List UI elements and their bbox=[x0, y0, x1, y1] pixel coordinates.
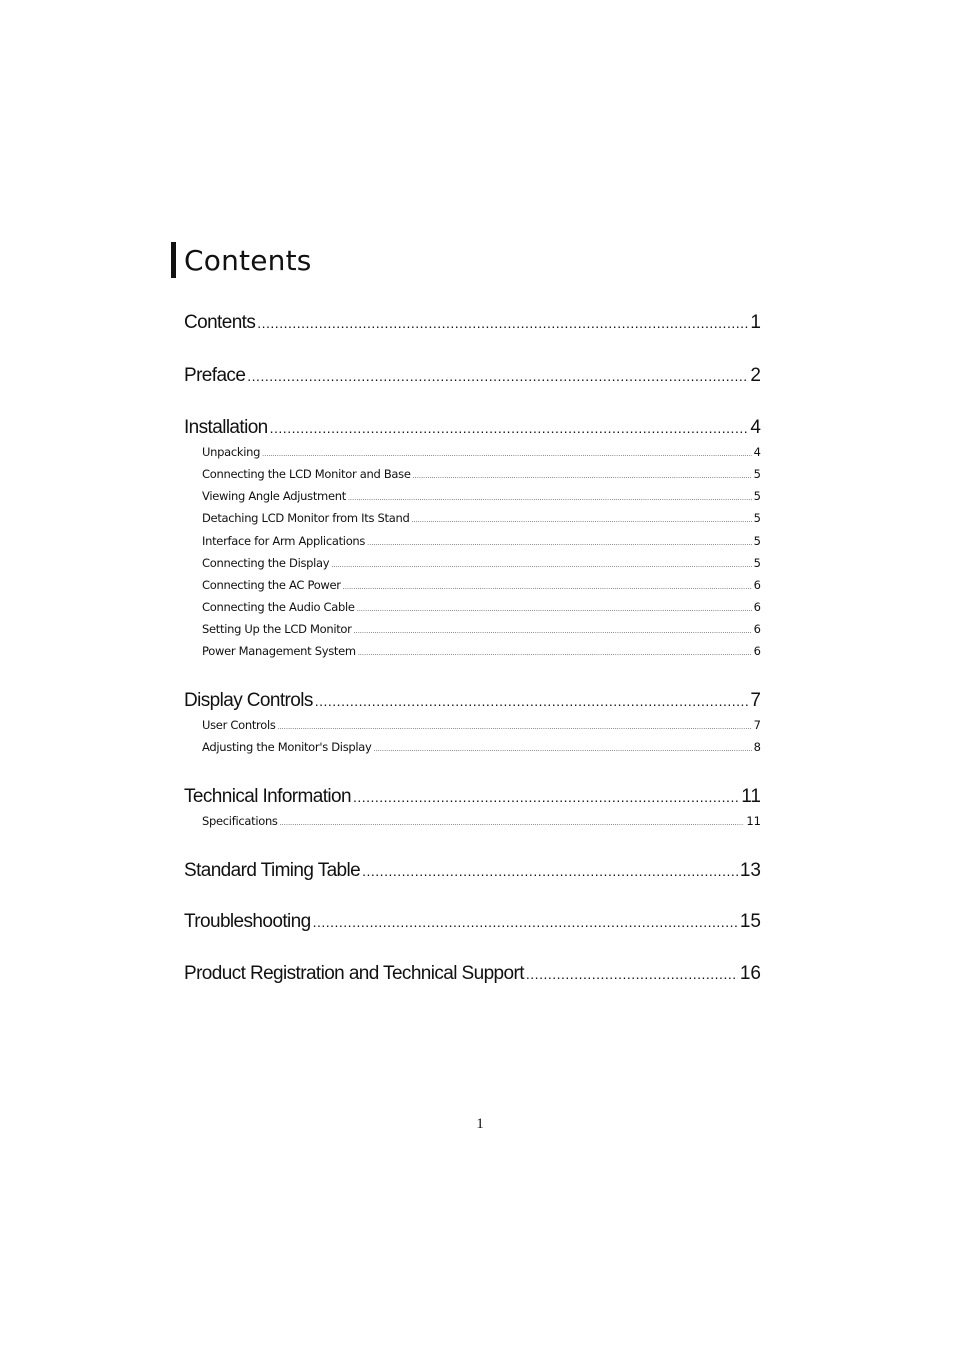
toc-subentry-label: Detaching LCD Monitor from Its Stand bbox=[202, 511, 410, 525]
toc-subentry-page: 5 bbox=[753, 467, 761, 481]
toc-subentry-page: 7 bbox=[753, 718, 761, 732]
toc-entry-label: Preface bbox=[184, 365, 246, 386]
toc-subentry-page: 5 bbox=[753, 534, 761, 548]
toc-subentry-page: 5 bbox=[753, 556, 761, 570]
toc-entry-label: Installation bbox=[184, 417, 268, 438]
toc-leader-dots bbox=[362, 863, 738, 879]
toc-subentry-page: 6 bbox=[753, 644, 761, 658]
toc-subentry-label: Setting Up the LCD Monitor bbox=[202, 622, 352, 636]
toc-leader-dots bbox=[262, 451, 752, 458]
toc-subentry-label: Power Management System bbox=[202, 644, 356, 658]
toc-leader-dots bbox=[357, 606, 752, 613]
toc-subentry-label: Interface for Arm Applications bbox=[202, 534, 366, 548]
toc-leader-dots bbox=[526, 966, 738, 982]
toc-leader-dots bbox=[353, 789, 739, 805]
toc-entry-standard-timing-table[interactable] bbox=[184, 860, 761, 882]
footer-page-number: 1 bbox=[476, 1116, 484, 1132]
toc-entry-label: Technical Information bbox=[184, 786, 351, 807]
toc-subentry-page: 6 bbox=[753, 578, 761, 592]
toc-subentry-power-management[interactable] bbox=[202, 644, 761, 658]
toc-entry-page: 11 bbox=[741, 786, 761, 807]
toc-entry-page: 16 bbox=[739, 963, 761, 984]
toc-entry-label: Display Controls bbox=[184, 690, 313, 711]
toc-subentry-page: 5 bbox=[753, 489, 761, 503]
toc-leader-dots bbox=[280, 820, 745, 827]
toc-entry-page: 2 bbox=[750, 365, 761, 386]
toc-entry-product-registration[interactable] bbox=[184, 963, 761, 985]
toc-leader-dots bbox=[313, 914, 738, 930]
toc-subentry-page: 8 bbox=[753, 740, 761, 754]
toc-subentry-label: Connecting the Display bbox=[202, 556, 330, 570]
page-heading bbox=[171, 240, 312, 280]
toc-entry-label: Product Registration and Technical Support bbox=[184, 963, 524, 984]
toc-leader-dots bbox=[411, 517, 751, 524]
toc-leader-dots bbox=[413, 473, 752, 480]
toc-subentry-label: Viewing Angle Adjustment bbox=[202, 489, 346, 503]
toc-leader-dots bbox=[257, 315, 748, 331]
heading-accent-bar bbox=[171, 242, 176, 278]
toc-entry-installation[interactable] bbox=[184, 417, 761, 439]
toc-subentry-connecting-display[interactable] bbox=[202, 556, 761, 570]
toc-subentry-adjusting-display[interactable] bbox=[202, 740, 761, 754]
toc-entry-troubleshooting[interactable] bbox=[184, 911, 761, 933]
page-title: Contents bbox=[184, 243, 312, 277]
toc-entry-contents[interactable] bbox=[184, 312, 761, 334]
toc-leader-dots bbox=[278, 724, 752, 731]
toc-subentry-label: Adjusting the Monitor's Display bbox=[202, 740, 372, 754]
toc-subentry-label: Connecting the Audio Cable bbox=[202, 600, 355, 614]
toc-subentry-page: 6 bbox=[753, 622, 761, 636]
toc-entry-label: Troubleshooting bbox=[184, 911, 311, 932]
toc-entry-page: 15 bbox=[739, 911, 761, 932]
toc-leader-dots bbox=[343, 584, 752, 591]
toc-entry-preface[interactable] bbox=[184, 365, 761, 387]
toc-leader-dots bbox=[354, 628, 752, 635]
toc-subentry-label: User Controls bbox=[202, 718, 276, 732]
toc-subentry-setting-up[interactable] bbox=[202, 622, 761, 636]
toc-subentry-label: Specifications bbox=[202, 814, 278, 828]
toc-subentry-page: 4 bbox=[753, 445, 761, 459]
toc-entry-page: 7 bbox=[750, 690, 761, 711]
toc-subentry-user-controls[interactable] bbox=[202, 718, 761, 732]
toc-entry-page: 13 bbox=[739, 860, 761, 881]
toc-subentry-page: 11 bbox=[746, 814, 761, 828]
toc-leader-dots bbox=[367, 540, 752, 547]
toc-leader-dots bbox=[270, 420, 749, 436]
toc-subentry-label: Connecting the LCD Monitor and Base bbox=[202, 467, 411, 481]
toc-subentry-specifications[interactable] bbox=[202, 814, 761, 828]
toc-subentry-audio-cable[interactable] bbox=[202, 600, 761, 614]
toc-subentry-page: 6 bbox=[753, 600, 761, 614]
toc-leader-dots bbox=[247, 368, 748, 384]
toc-entry-display-controls[interactable] bbox=[184, 690, 761, 712]
toc-leader-dots bbox=[358, 650, 752, 657]
toc-subentry-unpacking[interactable] bbox=[202, 445, 761, 459]
toc-leader-dots bbox=[331, 562, 751, 569]
toc-entry-technical-information[interactable] bbox=[184, 786, 761, 808]
toc-subentry-label: Connecting the AC Power bbox=[202, 578, 341, 592]
toc-subentry-viewing-angle[interactable] bbox=[202, 489, 761, 503]
toc-subentry-arm-interface[interactable] bbox=[202, 534, 761, 548]
toc-entry-page: 4 bbox=[750, 417, 761, 438]
toc-entry-page: 1 bbox=[750, 312, 761, 333]
toc-leader-dots bbox=[374, 746, 752, 753]
toc-entry-label: Standard Timing Table bbox=[184, 860, 361, 881]
toc-subentry-detaching-monitor[interactable] bbox=[202, 511, 761, 525]
toc-entry-label: Contents bbox=[184, 312, 256, 333]
toc-subentry-page: 5 bbox=[753, 511, 761, 525]
toc-leader-dots bbox=[348, 495, 752, 502]
toc-subentry-connecting-monitor-base[interactable] bbox=[202, 467, 761, 481]
toc-subentry-ac-power[interactable] bbox=[202, 578, 761, 592]
toc-subentry-label: Unpacking bbox=[202, 445, 261, 459]
toc-leader-dots bbox=[315, 693, 749, 709]
